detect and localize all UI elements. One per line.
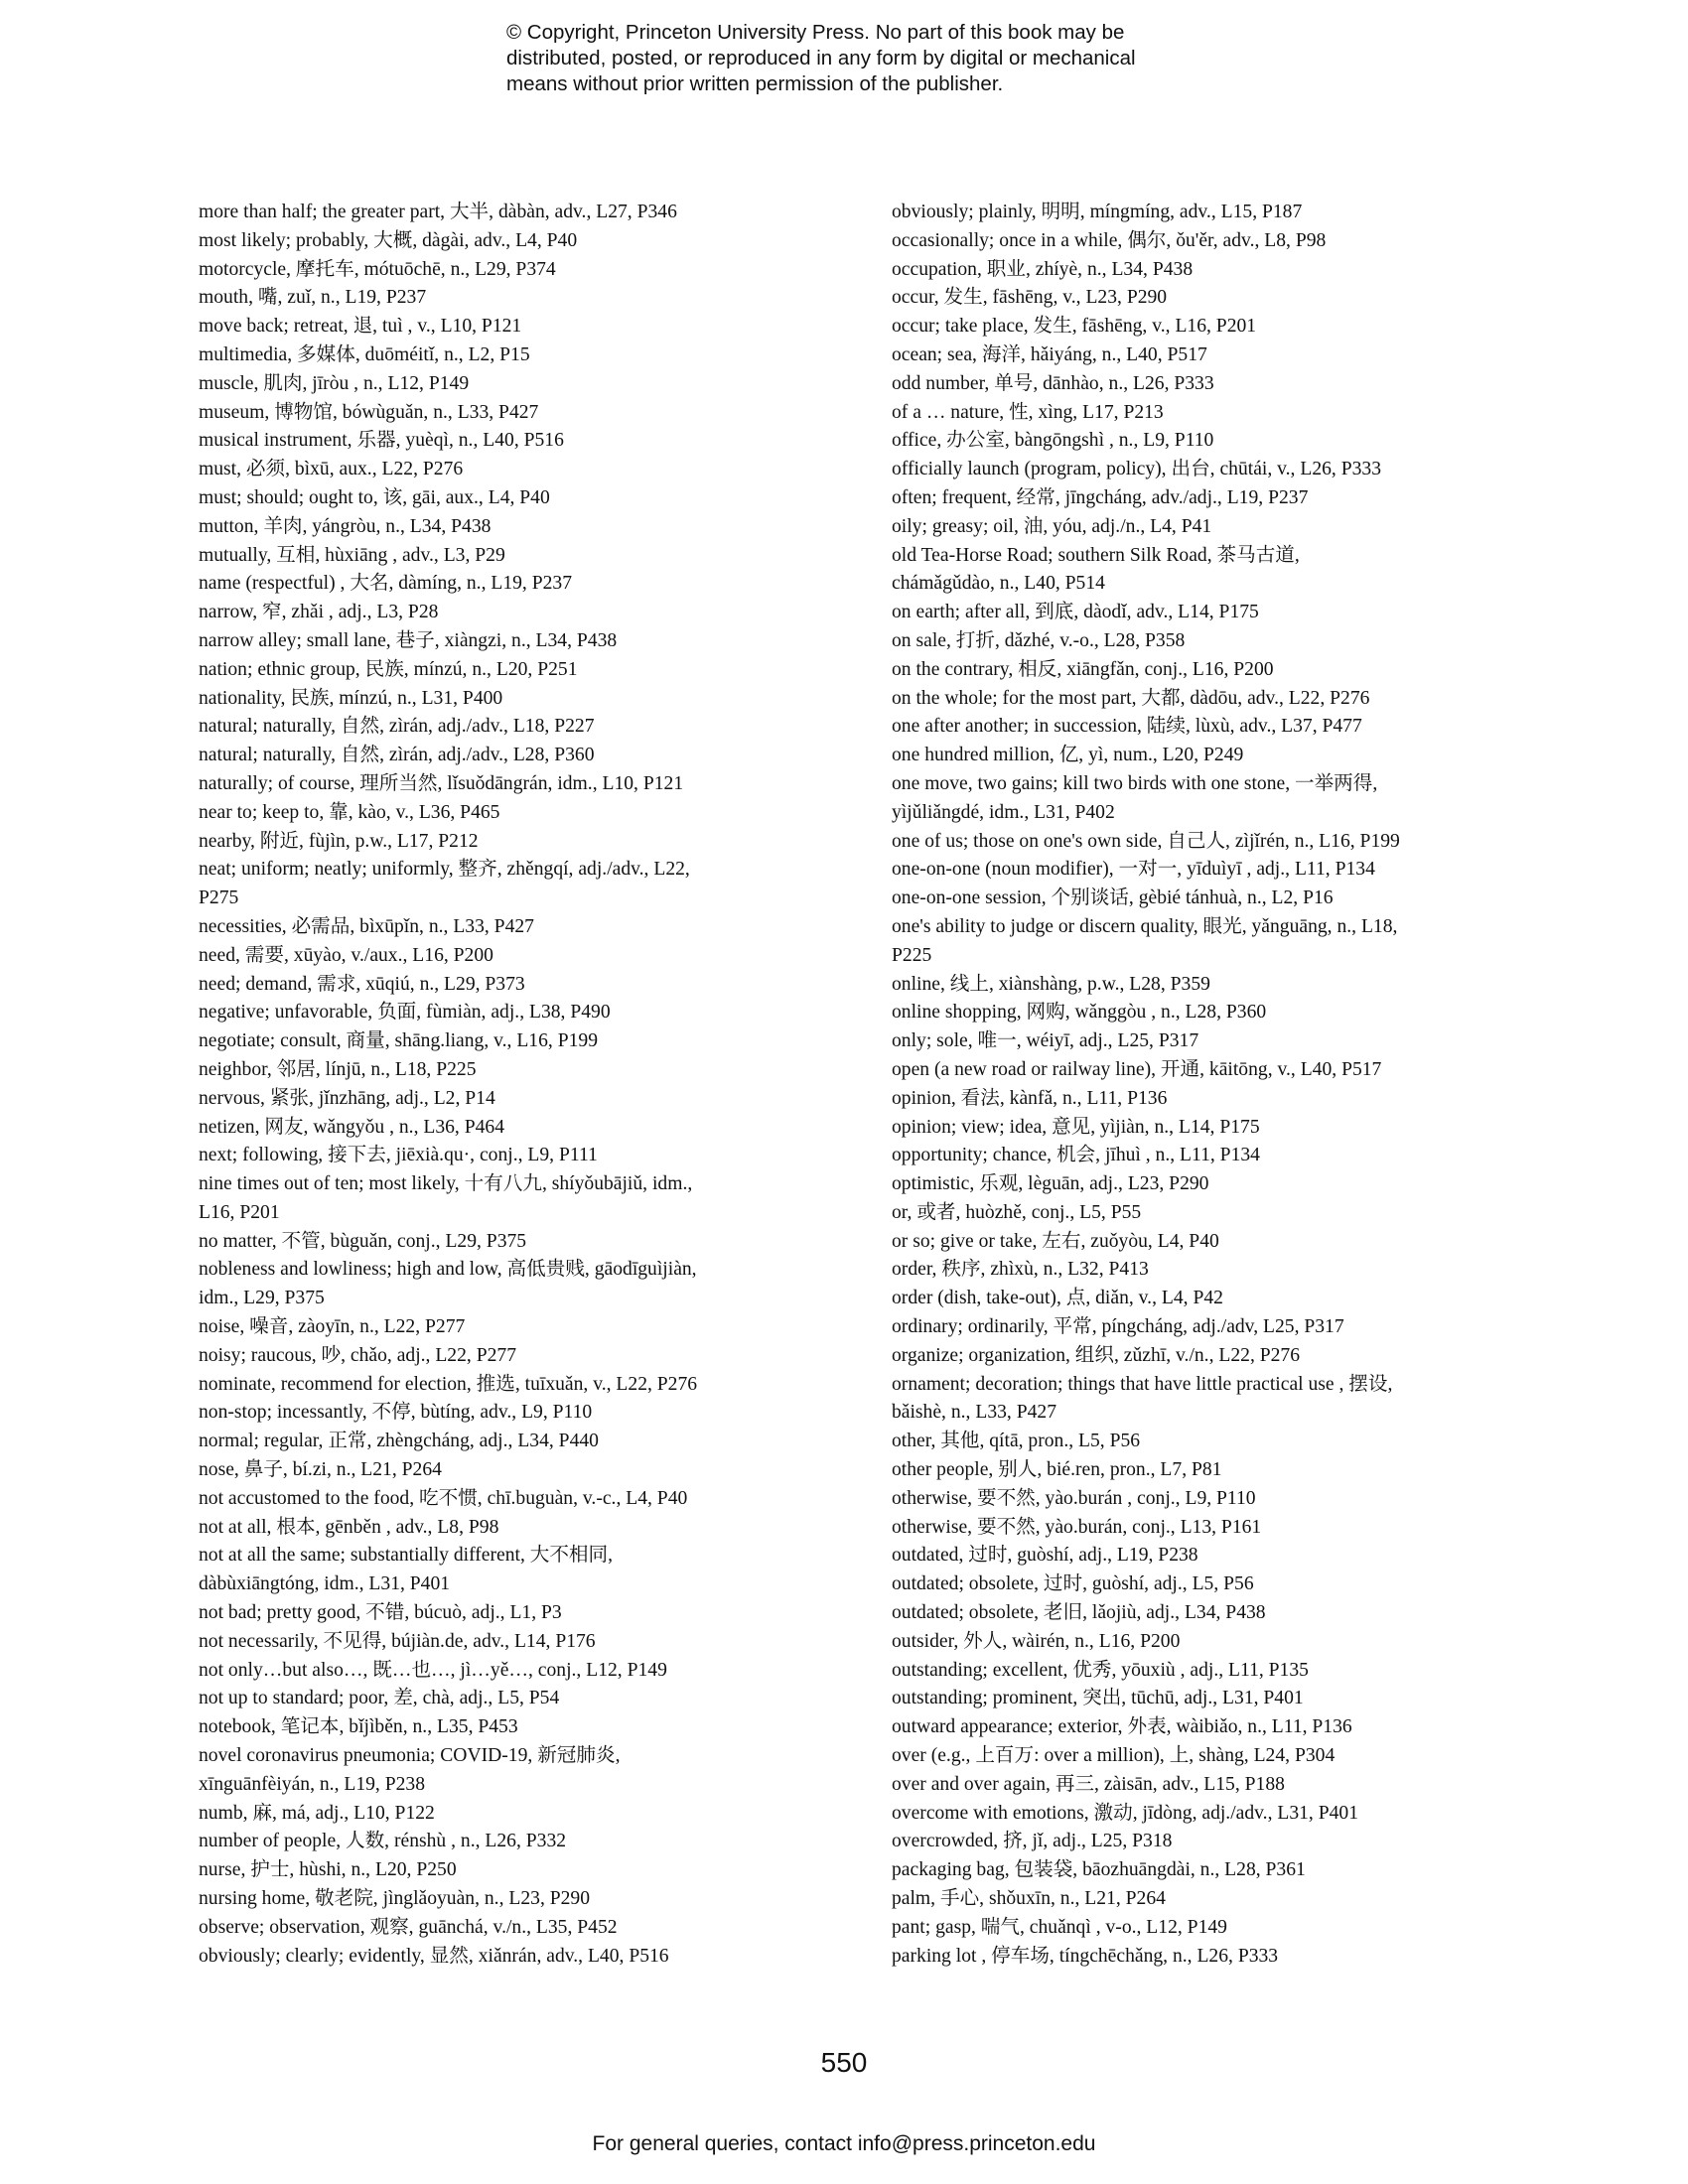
glossary-entry-line: open (a new road or railway line), 开通, kāitōng, v., L40, P517	[892, 1058, 1382, 1080]
glossary-entry-line: noise, 噪音, zàoyīn, n., L22, P277	[199, 1316, 466, 1338]
glossary-entry-line: not at all, 根本, gēnběn , adv., L8, P98	[199, 1516, 499, 1538]
glossary-entry-line: over (e.g., 上百万: over a million), 上, shàng, L24, P304	[892, 1745, 1336, 1767]
glossary-entry-line: or so; give or take, 左右, zuǒyòu, L4, P40	[892, 1230, 1219, 1252]
glossary-entry-line: neat; uniform; neatly; uniformly, 整齐, zhěngqí, adj./adv., L22,	[199, 859, 690, 881]
glossary-entry-line: one after another; in succession, 陆续, lùxù, adv., L37, P477	[892, 716, 1362, 738]
glossary-entry-line: outward appearance; exterior, 外表, wàibiǎo, n., L11, P136	[892, 1716, 1352, 1738]
glossary-entry-line: not only…but also…, 既…也…, jì…yě…, conj., L12, P149	[199, 1659, 667, 1681]
glossary-entry-line: on the whole; for the most part, 大都, dàdōu, adv., L22, P276	[892, 687, 1370, 709]
glossary-entry-line: ornament; decoration; things that have little practical use , 摆设,	[892, 1373, 1393, 1395]
glossary-entry-line: outdated; obsolete, 过时, guòshí, adj., L5, P56	[892, 1573, 1254, 1595]
glossary-entry-line: obviously; plainly, 明明, míngmíng, adv., L15, P187	[892, 202, 1303, 222]
glossary-entry-line: pant; gasp, 喘气, chuǎnqì , v-o., L12, P149	[892, 1916, 1227, 1938]
glossary-entry-line: ordinary; ordinarily, 平常, píngcháng, adj./adv, L25, P317	[892, 1316, 1344, 1338]
glossary-entry-line: muscle, 肌肉, jīròu , n., L12, P149	[199, 372, 470, 394]
glossary-entry-line: P275	[199, 887, 239, 909]
glossary-entry-line: yìjǔliǎngdé, idm., L31, P402	[892, 801, 1115, 823]
glossary-entry-line: obviously; clearly; evidently, 显然, xiǎnrán, adv., L40, P516	[199, 1945, 669, 1967]
glossary-entry-line: odd number, 单号, dānhào, n., L26, P333	[892, 372, 1214, 394]
glossary-entry-line: one's ability to judge or discern quality, 眼光, yǎnguāng, n., L18,	[892, 915, 1398, 937]
glossary-entry-line: outdated, 过时, guòshí, adj., L19, P238	[892, 1545, 1198, 1567]
glossary-entry-line: one move, two gains; kill two birds with one stone, 一举两得,	[892, 772, 1378, 794]
glossary-entry-line: mutton, 羊肉, yángròu, n., L34, P438	[199, 515, 492, 537]
glossary-entry-line: motorcycle, 摩托车, mótuōchē, n., L29, P374	[199, 258, 556, 280]
glossary-entry-line: natural; naturally, 自然, zìrán, adj./adv., L28, P360	[199, 745, 595, 766]
glossary-entry-line: idm., L29, P375	[199, 1288, 325, 1309]
glossary-entry-line: normal; regular, 正常, zhèngcháng, adj., L34, P440	[199, 1431, 599, 1452]
glossary-entry-line: optimistic, 乐观, lèguān, adj., L23, P290	[892, 1173, 1209, 1195]
glossary-entry-line: nervous, 紧张, jǐnzhāng, adj., L2, P14	[199, 1087, 495, 1109]
glossary-left-column	[199, 199, 794, 1971]
glossary-entry-line: organize; organization, 组织, zǔzhī, v./n., L22, P276	[892, 1344, 1301, 1366]
glossary-entry-line: outsider, 外人, wàirén, n., L16, P200	[892, 1630, 1181, 1652]
glossary-entry-line: natural; naturally, 自然, zìrán, adj./adv., L18, P227	[199, 716, 595, 738]
copyright-line: © Copyright, Princeton University Press. No part of this book may be	[506, 21, 1125, 44]
glossary-entry-line: palm, 手心, shǒuxīn, n., L21, P264	[892, 1888, 1166, 1910]
glossary-entry-line: order (dish, take-out), 点, diǎn, v., L4, P42	[892, 1288, 1223, 1309]
glossary-entry-line: name (respectful) , 大名, dàmíng, n., L19, P237	[199, 573, 573, 595]
glossary-entry-line: old Tea-Horse Road; southern Silk Road, 茶马古道,	[892, 544, 1300, 566]
glossary-entry-line: on earth; after all, 到底, dàodǐ, adv., L14, P175	[892, 602, 1259, 623]
glossary-entry-line: non-stop; incessantly, 不停, bùtíng, adv., L9, P110	[199, 1402, 593, 1424]
glossary-entry-line: nationality, 民族, mínzú, n., L31, P400	[199, 687, 503, 709]
glossary-entry-line: oily; greasy; oil, 油, yóu, adj./n., L4, P41	[892, 515, 1212, 537]
glossary-entry-line: chámǎgǔdào, n., L40, P514	[892, 573, 1105, 595]
glossary-entry-line: overcome with emotions, 激动, jīdòng, adj./adv., L31, P401	[892, 1802, 1359, 1824]
glossary-entry-line: only; sole, 唯一, wéiyī, adj., L25, P317	[892, 1030, 1199, 1052]
glossary-entry-line: one-on-one session, 个别谈话, gèbié tánhuà, n., L2, P16	[892, 887, 1334, 909]
glossary-entry-line: packaging bag, 包装袋, bāozhuāngdài, n., L28, P361	[892, 1859, 1306, 1881]
glossary-entry-line: outstanding; excellent, 优秀, yōuxiù , adj., L11, P135	[892, 1659, 1309, 1681]
glossary-entry-line: occur, 发生, fāshēng, v., L23, P290	[892, 287, 1168, 309]
glossary-entry-line: order, 秩序, zhìxù, n., L32, P413	[892, 1259, 1149, 1281]
glossary-entry-line: office, 办公室, bàngōngshì , n., L9, P110	[892, 430, 1214, 452]
glossary-entry-line: or, 或者, huòzhě, conj., L5, P55	[892, 1201, 1142, 1223]
glossary-entry-line: necessities, 必需品, bìxūpǐn, n., L33, P427	[199, 915, 534, 937]
glossary-entry-line: not necessarily, 不见得, bújiàn.de, adv., L14, P176	[199, 1630, 596, 1652]
copyright-line: distributed, posted, or reproduced in any form by digital or mechanical	[506, 47, 1136, 69]
glossary-entry-line: must, 必须, bìxū, aux., L22, P276	[199, 459, 464, 480]
glossary-entry-line: on sale, 打折, dǎzhé, v.-o., L28, P358	[892, 629, 1186, 651]
glossary-entry-line: nearby, 附近, fùjìn, p.w., L17, P212	[199, 830, 479, 852]
glossary-entry-line: mutually, 互相, hùxiāng , adv., L3, P29	[199, 544, 505, 566]
glossary-entry-line: over and over again, 再三, zàisān, adv., L15, P188	[892, 1773, 1285, 1795]
glossary-entry-line: need, 需要, xūyào, v./aux., L16, P200	[199, 944, 493, 966]
copyright-line: means without prior written permission of the publisher.	[506, 72, 1004, 95]
glossary-entry-line: not at all the same; substantially different, 大不相同,	[199, 1545, 614, 1567]
glossary-entry-line: L16, P201	[199, 1201, 280, 1223]
glossary-entry-line: of a … nature, 性, xìng, L17, P213	[892, 401, 1164, 423]
glossary-entry-line: online shopping, 网购, wǎnggòu , n., L28, P360	[892, 1002, 1267, 1024]
glossary-entry-line: occupation, 职业, zhíyè, n., L34, P438	[892, 258, 1194, 280]
glossary-entry-line: most likely; probably, 大概, dàgài, adv., L4, P40	[199, 229, 578, 251]
glossary-entry-line: need; demand, 需求, xūqiú, n., L29, P373	[199, 973, 525, 995]
glossary-entry-line: not accustomed to the food, 吃不惯, chī.buguàn, v.-c., L4, P40	[199, 1487, 688, 1509]
glossary-entry-line: nominate, recommend for election, 推选, tuīxuǎn, v., L22, P276	[199, 1373, 698, 1395]
glossary-entry-line: not up to standard; poor, 差, chà, adj., L5, P54	[199, 1688, 560, 1709]
glossary-entry-line: near to; keep to, 靠, kào, v., L36, P465	[199, 801, 500, 823]
glossary-entry-line: naturally; of course, 理所当然, lǐsuǒdāngrán, idm., L10, P121	[199, 772, 684, 794]
glossary-entry-line: other people, 别人, bié.ren, pron., L7, P81	[892, 1459, 1222, 1481]
copyright-notice	[506, 20, 1261, 97]
glossary-entry-line: musical instrument, 乐器, yuèqì, n., L40, P516	[199, 430, 564, 452]
glossary-entry-line: novel coronavirus pneumonia; COVID-19, 新冠肺炎,	[199, 1745, 621, 1767]
glossary-entry-line: outdated; obsolete, 老旧, lǎojiù, adj., L34, P438	[892, 1602, 1266, 1624]
glossary-entry-line: opinion, 看法, kànfǎ, n., L11, P136	[892, 1087, 1168, 1109]
footer-contact: For general queries, contact info@press.princeton.edu	[592, 2132, 1096, 2155]
glossary-entry-line: nursing home, 敬老院, jìnglǎoyuàn, n., L23, P290	[199, 1888, 591, 1910]
glossary-entry-line: nobleness and lowliness; high and low, 高低贵贱, gāodīguìjiàn,	[199, 1259, 697, 1281]
glossary-entry-line: occur; take place, 发生, fāshēng, v., L16, P201	[892, 316, 1257, 338]
glossary-entry-line: numb, 麻, má, adj., L10, P122	[199, 1802, 435, 1824]
glossary-entry-line: one-on-one (noun modifier), 一对一, yīduìyī , adj., L11, P134	[892, 859, 1375, 881]
glossary-entry-line: narrow alley; small lane, 巷子, xiàngzi, n., L34, P438	[199, 629, 618, 651]
glossary-entry-line: nation; ethnic group, 民族, mínzú, n., L20, P251	[199, 658, 578, 680]
glossary-entry-line: notebook, 笔记本, bǐjìběn, n., L35, P453	[199, 1716, 518, 1738]
glossary-entry-line: observe; observation, 观察, guānchá, v./n., L35, P452	[199, 1916, 618, 1938]
glossary-entry-line: one hundred million, 亿, yì, num., L20, P249	[892, 745, 1244, 766]
glossary-entry-line: officially launch (program, policy), 出台, chūtái, v., L26, P333	[892, 459, 1382, 480]
glossary-entry-line: on the contrary, 相反, xiāngfǎn, conj., L16, P200	[892, 658, 1274, 680]
glossary-entry-line: one of us; those on one's own side, 自己人, zìjǐrén, n., L16, P199	[892, 830, 1400, 852]
glossary-entry-line: multimedia, 多媒体, duōméitǐ, n., L2, P15	[199, 343, 530, 365]
glossary-entry-line: nine times out of ten; most likely, 十有八九, shíyǒubājiǔ, idm.,	[199, 1173, 693, 1195]
glossary-entry-line: museum, 博物馆, bówùguǎn, n., L33, P427	[199, 401, 539, 423]
glossary-entry-line: other, 其他, qítā, pron., L5, P56	[892, 1431, 1141, 1452]
glossary-entry-line: dàbùxiāngtóng, idm., L31, P401	[199, 1573, 451, 1595]
glossary-entry-line: opinion; view; idea, 意见, yìjiàn, n., L14, P175	[892, 1116, 1260, 1138]
glossary-entry-line: no matter, 不管, bùguǎn, conj., L29, P375	[199, 1230, 527, 1252]
glossary-entry-line: P225	[892, 944, 932, 966]
glossary-entry-line: negative; unfavorable, 负面, fùmiàn, adj., L38, P490	[199, 1002, 611, 1024]
glossary-entry-line: negotiate; consult, 商量, shāng.liang, v., L16, P199	[199, 1030, 598, 1052]
glossary-entry-line: bǎishè, n., L33, P427	[892, 1402, 1056, 1424]
glossary-entry-line: next; following, 接下去, jiēxià.qu·, conj., L9, P111	[199, 1145, 598, 1166]
glossary-entry-line: more than half; the greater part, 大半, dàbàn, adv., L27, P346	[199, 202, 677, 222]
glossary-entry-line: otherwise, 要不然, yào.burán , conj., L9, P110	[892, 1487, 1256, 1509]
glossary-entry-line: narrow, 窄, zhǎi , adj., L3, P28	[199, 602, 439, 623]
glossary-entry-line: move back; retreat, 退, tuì , v., L10, P121	[199, 316, 522, 338]
glossary-entry-line: number of people, 人数, rénshù , n., L26, P332	[199, 1831, 567, 1852]
glossary-entry-line: parking lot , 停车场, tíngchēchǎng, n., L26, P333	[892, 1945, 1279, 1967]
glossary-entry-line: netizen, 网友, wǎngyǒu , n., L36, P464	[199, 1116, 505, 1138]
glossary-entry-line: not bad; pretty good, 不错, búcuò, adj., L1, P3	[199, 1602, 562, 1624]
glossary-entry-line: nose, 鼻子, bí.zi, n., L21, P264	[199, 1459, 442, 1481]
glossary-entry-line: ocean; sea, 海洋, hǎiyáng, n., L40, P517	[892, 343, 1207, 365]
glossary-entry-line: often; frequent, 经常, jīngcháng, adv./adj., L19, P237	[892, 486, 1309, 508]
glossary-entry-line: nurse, 护士, hùshi, n., L20, P250	[199, 1859, 457, 1881]
glossary-right-column	[892, 199, 1489, 1971]
glossary-entry-line: outstanding; prominent, 突出, tūchū, adj., L31, P401	[892, 1688, 1304, 1709]
glossary-entry-line: mouth, 嘴, zuǐ, n., L19, P237	[199, 287, 427, 309]
glossary-entry-line: noisy; raucous, 吵, chǎo, adj., L22, P277	[199, 1344, 516, 1366]
glossary-entry-line: must; should; ought to, 该, gāi, aux., L4, P40	[199, 486, 550, 508]
glossary-entry-line: overcrowded, 挤, jǐ, adj., L25, P318	[892, 1831, 1173, 1852]
glossary-entry-line: opportunity; chance, 机会, jīhuì , n., L11, P134	[892, 1145, 1260, 1166]
glossary-entry-line: xīnguānfèiyán, n., L19, P238	[199, 1773, 426, 1795]
glossary-entry-line: occasionally; once in a while, 偶尔, ǒu'ěr, adv., L8, P98	[892, 229, 1327, 251]
glossary-entry-line: neighbor, 邻居, línjū, n., L18, P225	[199, 1058, 477, 1080]
glossary-entry-line: online, 线上, xiànshàng, p.w., L28, P359	[892, 973, 1210, 995]
glossary-entry-line: otherwise, 要不然, yào.burán, conj., L13, P161	[892, 1516, 1262, 1538]
page-number: 550	[820, 2047, 868, 2078]
